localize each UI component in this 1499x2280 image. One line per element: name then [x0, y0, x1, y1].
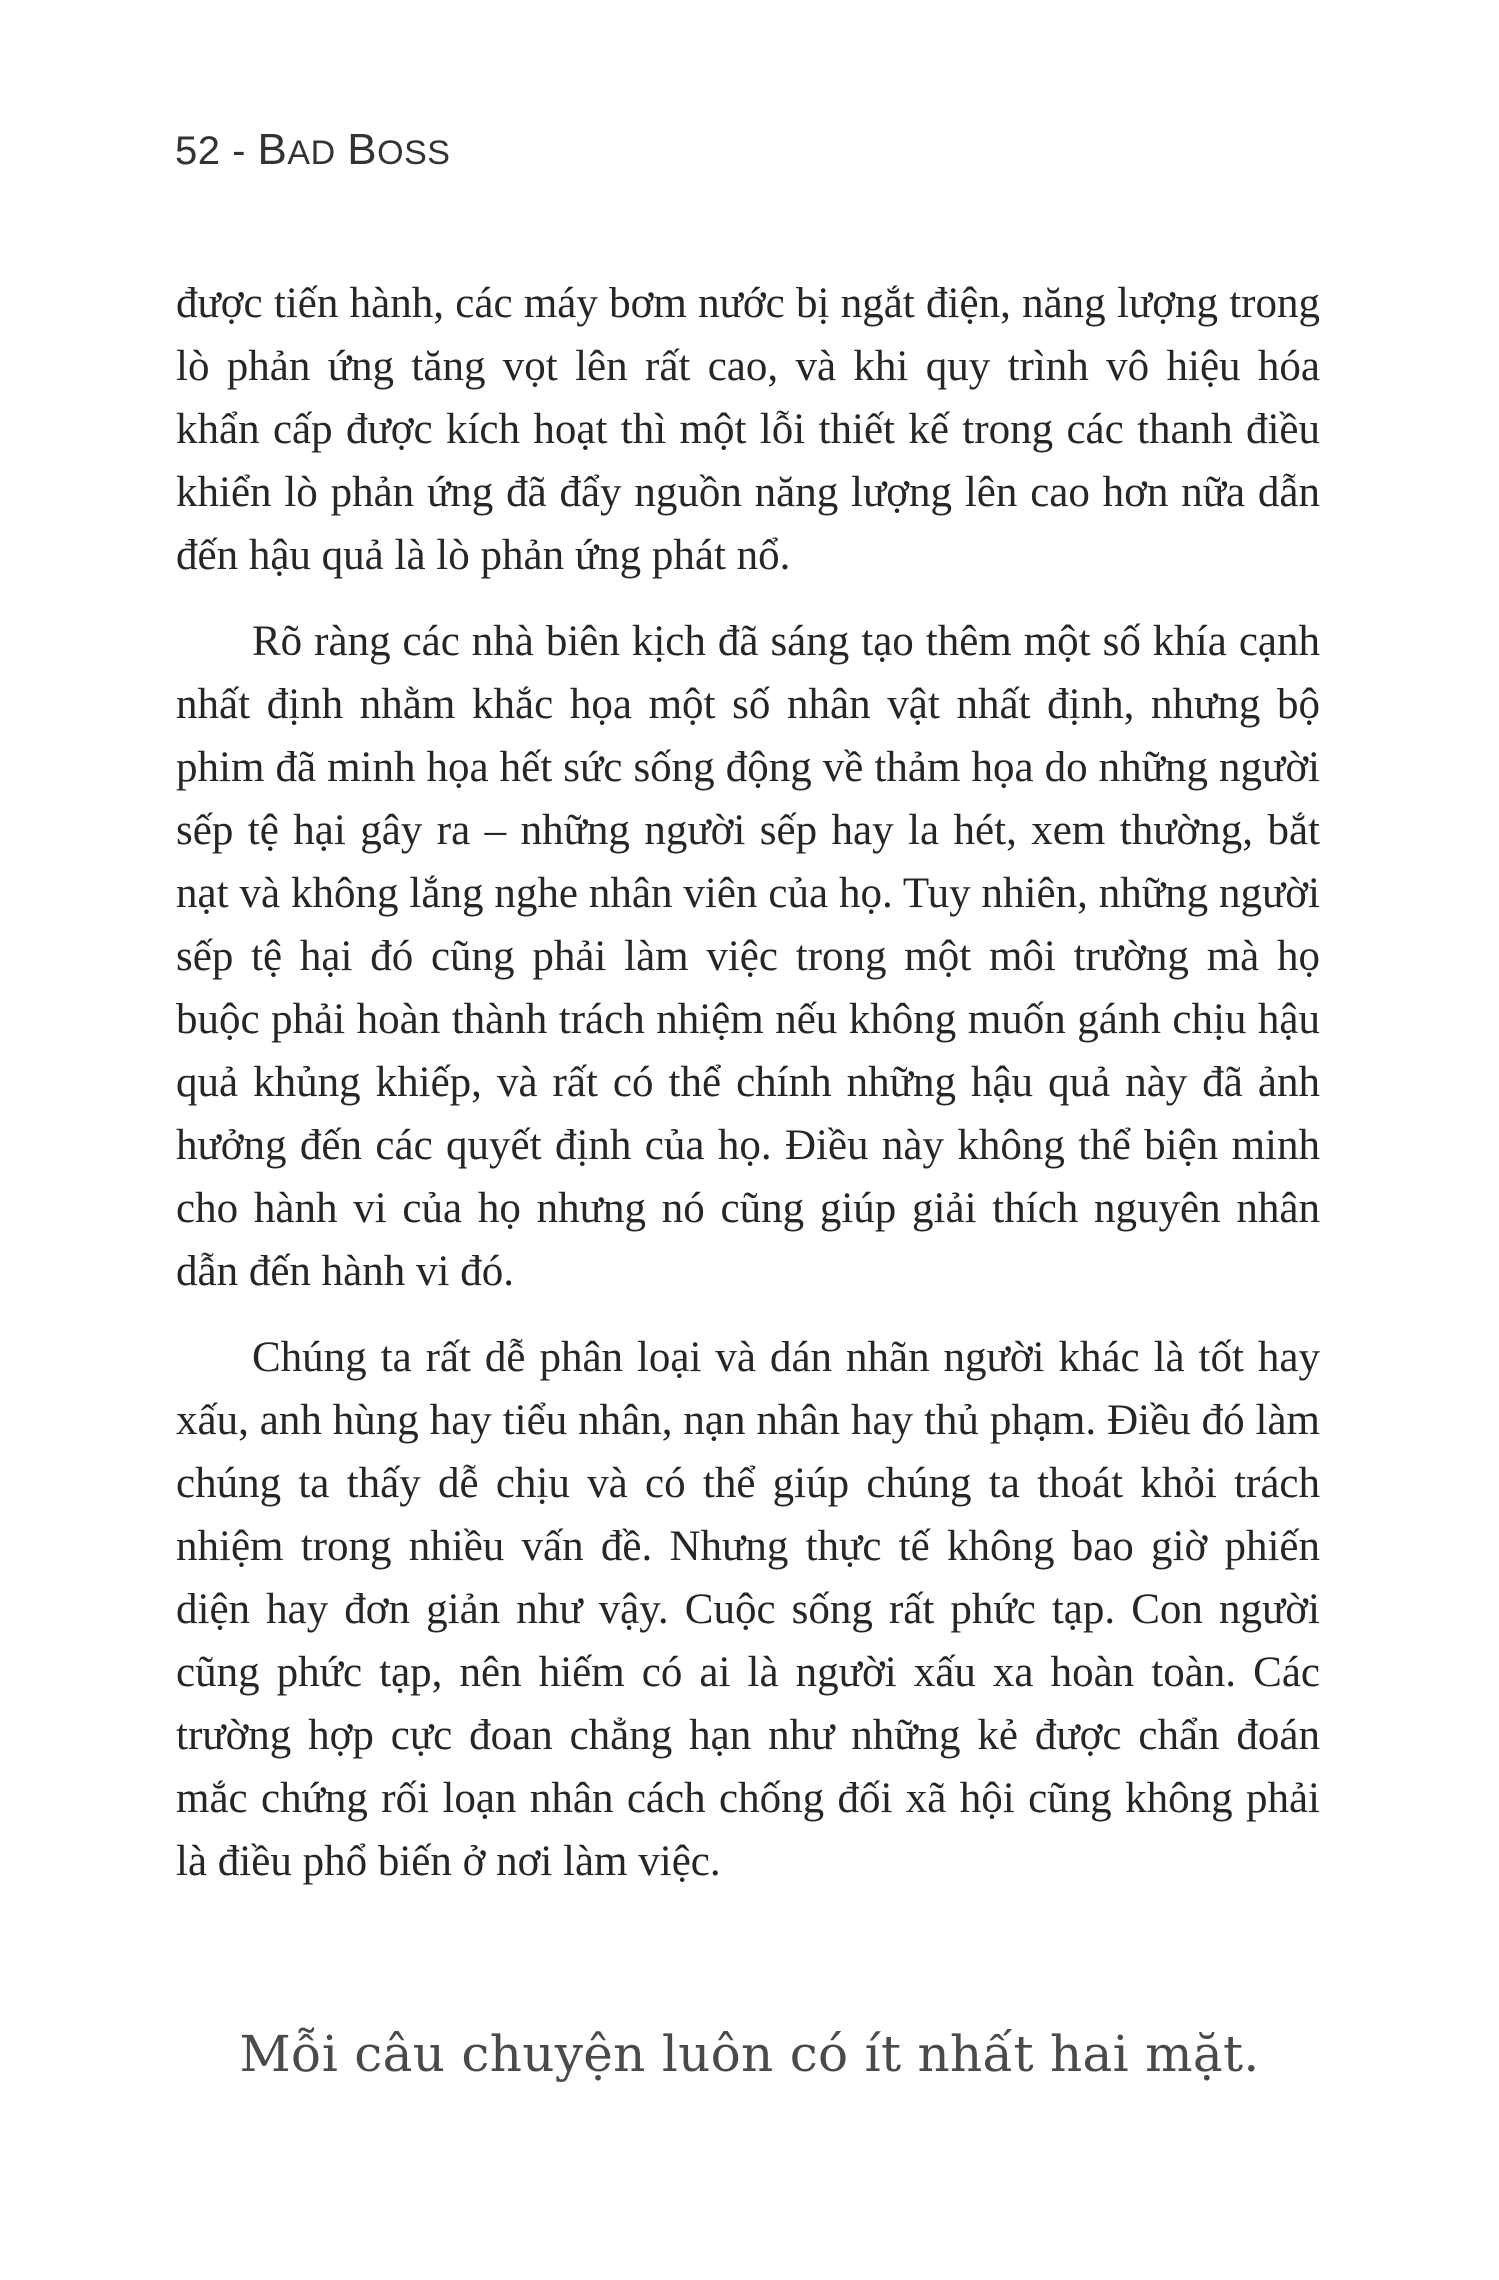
running-header [175, 125, 450, 175]
body-text [176, 272, 1320, 1893]
book-title: BAD BOSS [257, 125, 451, 174]
header-separator: - [220, 129, 258, 173]
page-number: 52 [175, 129, 221, 173]
paragraph-continued: được tiến hành, các máy bơm nước bị ngắt điện, năng lượng trong lò phản ứng tăng vọt lên rất cao, và khi quy trình vô hiệu hóa khẩn cấp được kích hoạt thì một lỗi thiết kế trong các thanh điều khiển lò phản ứng đã đẩy nguồn năng lượng lên cao hơn nữa dẫn đến hậu quả là lò phản ứng phát nổ. [176, 280, 1320, 579]
pull-quote: Mỗi câu chuyện luôn có ít nhất hai mặt. [239, 2025, 1260, 2083]
paragraph: Rõ ràng các nhà biên kịch đã sáng tạo thêm một số khía cạnh nhất định nhằm khắc họa một số nhân vật nhất định, nhưng bộ phim đã minh họa hết sức sống động về thảm họa do những người sếp tệ hại gây ra – những người sếp hay la hét, xem thường, bắt nạt và không lắng nghe nhân viên của họ. Tuy nhiên, những người sếp tệ hại đó cũng phải làm việc trong một môi trường mà họ buộc phải hoàn thành trách nhiệm nếu không muốn gánh chịu hậu quả khủng khiếp, và rất có thể chính những hậu quả này đã ảnh hưởng đến các quyết định của họ. Điều này không thể biện minh cho hành vi của họ nhưng nó cũng giúp giải thích nguyên nhân dẫn đến hành vi đó. [176, 618, 1320, 1295]
paragraph: Chúng ta rất dễ phân loại và dán nhãn người khác là tốt hay xấu, anh hùng hay tiểu nhân, nạn nhân hay thủ phạm. Điều đó làm chúng ta thấy dễ chịu và có thể giúp chúng ta thoát khỏi trách nhiệm trong nhiều vấn đề. Nhưng thực tế không bao giờ phiến diện hay đơn giản như vậy. Cuộc sống rất phức tạp. Con người cũng phức tạp, nên hiếm có ai là người xấu xa hoàn toàn. Các trường hợp cực đoan chẳng hạn như những kẻ được chẩn đoán mắc chứng rối loạn nhân cách chống đối xã hội cũng không phải là điều phổ biến ở nơi làm việc. [176, 1334, 1320, 1885]
